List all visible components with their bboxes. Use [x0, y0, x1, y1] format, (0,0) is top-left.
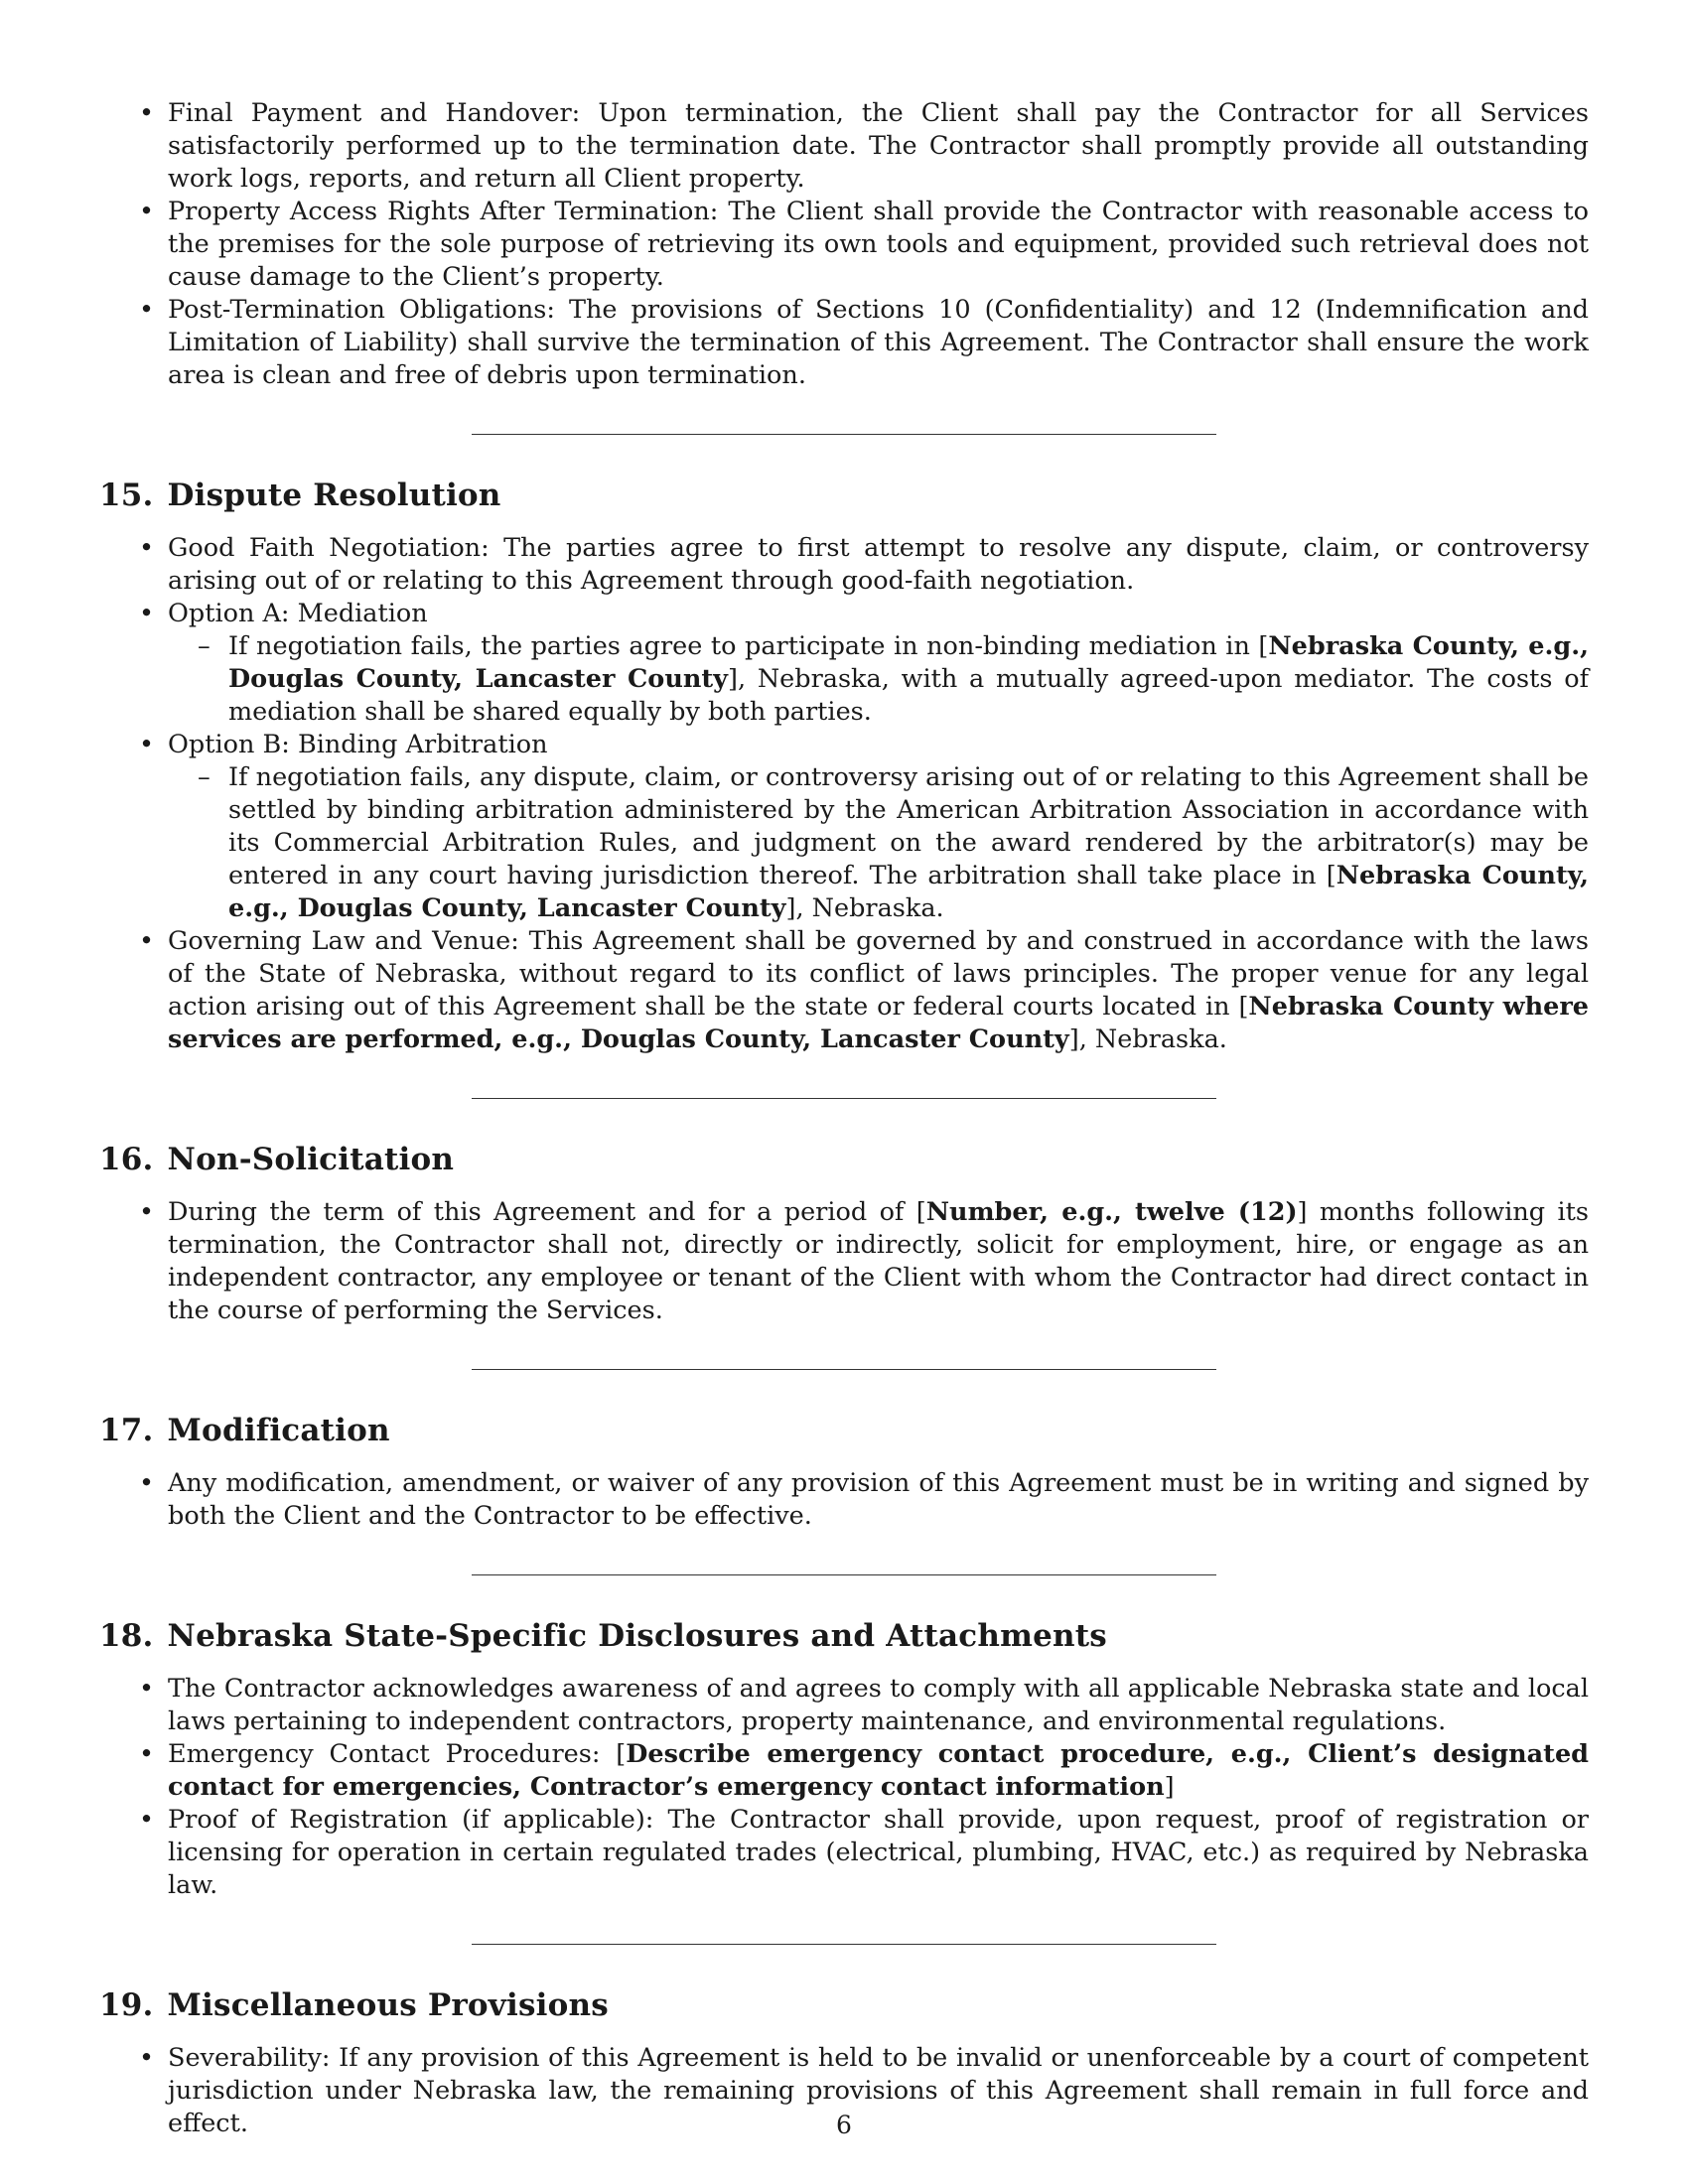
text-run: ]	[1164, 1772, 1175, 1802]
section-heading-18	[99, 1617, 1589, 1655]
placeholder-field: Nebraska County, e.g., Douglas County, Lancaster County	[228, 861, 1589, 923]
list-item: • Any modification, amendment, or waiver of any provision of this Agreement must be in writing and signed by both the Client and the Contractor to be effective.	[99, 1467, 1589, 1533]
document-page	[99, 97, 1589, 2140]
section-number: 18.	[99, 1618, 154, 1654]
dispute-resolution-list	[99, 532, 1589, 1056]
placeholder-field: Nebraska County where services are performed, e.g., Douglas County, Lancaster County	[168, 992, 1589, 1054]
section-title: Nebraska State-Specific Disclosures and Attachments	[167, 1618, 1107, 1654]
section-heading-15	[99, 477, 1589, 514]
section-title: Dispute Resolution	[167, 478, 501, 513]
section-divider	[472, 1369, 1216, 1370]
sub-list-item	[168, 761, 1589, 925]
section-heading-17	[99, 1412, 1589, 1449]
option-b-sublist	[168, 761, 1589, 925]
text-run: During the term of this Agreement and for a period of [	[168, 1197, 926, 1227]
nebraska-disclosures-list	[99, 1673, 1589, 1902]
text-run: If negotiation fails, the parties agree to participate in non-binding mediation in [	[228, 631, 1269, 661]
option-a-sublist	[168, 630, 1589, 729]
list-item: • The Contractor acknowledges awareness of and agrees to comply with all applicable Nebraska state and local laws pertaining to independent contractors, property maintenance, and environmental regulations.	[99, 1673, 1589, 1738]
section-heading-19	[99, 1986, 1589, 2024]
section-divider	[472, 1098, 1216, 1099]
placeholder-field: Number, e.g., twelve (12)	[925, 1197, 1298, 1227]
section-number: 17.	[99, 1413, 154, 1448]
termination-list	[99, 97, 1589, 392]
list-item	[99, 598, 1589, 729]
placeholder-field: Nebraska County, e.g., Douglas County, Lancaster County	[228, 631, 1589, 694]
list-item: • Final Payment and Handover: Upon termination, the Client shall pay the Contractor for all Services satisfactorily performed up to the termination date. The Contractor shall promptly provide all outstanding work logs, reports, and return all Client property.	[99, 97, 1589, 196]
list-item: • Good Faith Negotiation: The parties agree to first attempt to resolve any dispute, claim, or controversy arising out of or relating to this Agreement through good-faith negotiation.	[99, 532, 1589, 598]
section-divider	[472, 1574, 1216, 1575]
text-run: ], Nebraska.	[1068, 1024, 1227, 1054]
list-item	[99, 1196, 1589, 1327]
list-item: • Property Access Rights After Termination: The Client shall provide the Contractor with reasonable access to the premises for the sole purpose of retrieving its own tools and equipment, provided such retrieval does not cause damage to the Client’s property.	[99, 196, 1589, 294]
section-heading-16	[99, 1141, 1589, 1178]
section-divider	[472, 1944, 1216, 1945]
text-run: Emergency Contact Procedures: [	[168, 1739, 627, 1769]
page-number: 6	[836, 2111, 852, 2139]
list-item	[99, 1738, 1589, 1804]
section-number: 16.	[99, 1142, 154, 1177]
text-run: ] months following its termination, the Contractor shall not, directly or indirectly, solicit for employment, hire, or engage as an independent contractor, any employee or tenant of the Client with whom the Contractor had direct contact in the course of performing the Services.	[168, 1197, 1589, 1325]
text-run: ], Nebraska.	[785, 893, 944, 923]
list-item: • Proof of Registration (if applicable): The Contractor shall provide, upon request, proof of registration or licensing for operation in certain regulated trades (electrical, plumbing, HVAC, etc.) as required by Nebraska law.	[99, 1804, 1589, 1902]
option-b-label: Option B: Binding Arbitration	[168, 730, 548, 759]
list-item: • Severability: If any provision of this Agreement is held to be invalid or unenforceable by a court of competent jurisdiction under Nebraska law, the remaining provisions of this Agreement shall remain in full force and effect.	[99, 2042, 1589, 2140]
text-run: Governing Law and Venue: This Agreement shall be governed by and construed in accordance with the laws of the State of Nebraska, without regard to its conflict of laws principles. The proper venue for any legal action arising out of this Agreement shall be the state or federal courts located in [	[168, 926, 1589, 1022]
list-item: • Post-Termination Obligations: The provisions of Sections 10 (Confidentiality) and 12 (Indemnification and Limitation of Liability) shall survive the termination of this Agreement. The Contractor shall ensure the work area is clean and free of debris upon termination.	[99, 294, 1589, 392]
section-title: Non-Solicitation	[167, 1142, 455, 1177]
list-item	[99, 925, 1589, 1056]
placeholder-field: Describe emergency contact procedure, e.g., Client’s designated contact for emergencies, Contractor’s emergency contact information	[168, 1739, 1589, 1802]
non-solicitation-list	[99, 1196, 1589, 1327]
sub-list-item	[168, 630, 1589, 729]
text-run: ], Nebraska, with a mutually agreed-upon mediator. The costs of mediation shall be shared equally by both parties.	[228, 664, 1590, 727]
option-a-label: Option A: Mediation	[168, 599, 428, 628]
section-title: Miscellaneous Provisions	[167, 1987, 609, 2023]
section-divider	[472, 434, 1216, 435]
list-item	[99, 729, 1589, 925]
text-run: If negotiation fails, any dispute, claim, or controversy arising out of or relating to this Agreement shall be settled by binding arbitration administered by the American Arbitration Association in accordance with its Commercial Arbitration Rules, and judgment on the award rendered by the arbitrator(s) may be entered in any court having jurisdiction thereof. The arbitration shall take place in [	[228, 762, 1589, 890]
section-number: 15.	[99, 478, 154, 513]
section-number: 19.	[99, 1987, 154, 2023]
modification-list	[99, 1467, 1589, 1533]
section-title: Modification	[167, 1413, 390, 1448]
